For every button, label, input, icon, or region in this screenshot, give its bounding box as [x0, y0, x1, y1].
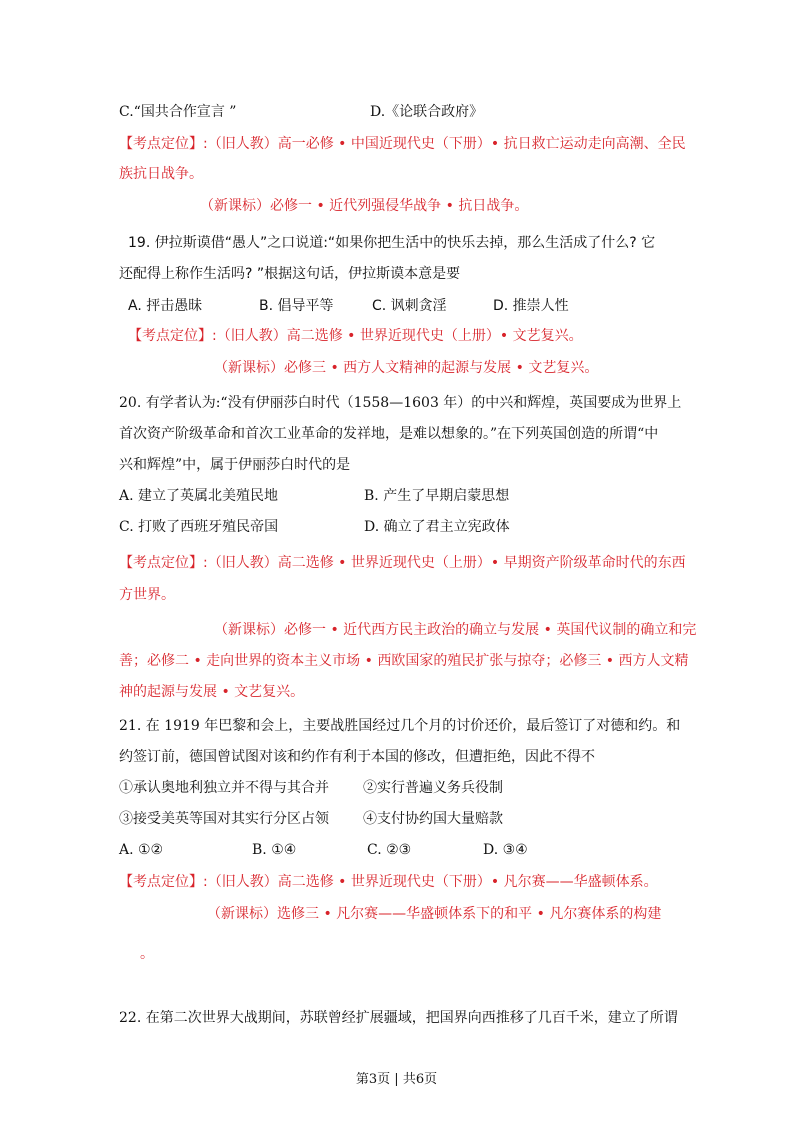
- q22-stem-line1: 22. 在第二次世界大战期间，苏联曾经扩展疆域，把国界向西推移了几百千米，建立了所谓: [119, 1010, 678, 1026]
- q19-note-old: 【考点定位】:（旧人教）高二选修 • 世界近现代史（上册）• 文艺复兴。: [128, 328, 583, 344]
- q21-stem-line2: 约签订前，德国曾试图对该和约作有利于本国的修改，但遭拒绝，因此不得不: [119, 749, 595, 765]
- q18-note-new: （新课标）必修一 • 近代列强侵华战争 • 抗日战争。: [200, 198, 529, 214]
- q19-option-c: C. 讽刺贪淫: [372, 298, 447, 314]
- q21-option-d: D. ③④: [483, 842, 528, 858]
- q21-stem-line1: 21. 在 1919 年巴黎和会上，主要战胜国经过几个月的讨价还价，最后签订了对德和约。和: [119, 718, 681, 734]
- q19-note-new: （新课标）必修三 • 西方人文精神的起源与发展 • 文艺复兴。: [214, 360, 599, 376]
- q20-note-new-line3: 神的起源与发展 • 文艺复兴。: [119, 684, 305, 700]
- q20-note-old-line1: 【考点定位】:（旧人教）高二选修 • 世界近现代史（上册）• 早期资产阶级革命时代的东西: [119, 555, 686, 571]
- q21-item-1: ①承认奥地利独立并不得与其合并: [119, 780, 329, 796]
- q20-stem-line3: 兴和辉煌”中，属于伊丽莎白时代的是: [119, 457, 351, 473]
- q21-option-a: A. ①②: [119, 842, 164, 858]
- page-footer: 第3页 | 共6页: [355, 1072, 438, 1087]
- q18-option-c: C.“国共合作宣言 ”: [119, 104, 237, 120]
- q20-option-a: A. 建立了英属北美殖民地: [119, 488, 279, 504]
- q21-option-c: C. ②③: [367, 842, 412, 858]
- q20-note-old-line2: 方世界。: [119, 587, 175, 603]
- q18-note-old-line2: 族抗日战争。: [119, 166, 203, 182]
- q19-option-b: B. 倡导平等: [259, 298, 334, 314]
- q19-option-a: A. 抨击愚昧: [128, 298, 203, 314]
- q21-note-new-line1: （新课标）选修三 • 凡尔赛——华盛顿体系下的和平 • 凡尔赛体系的构建: [207, 906, 662, 922]
- q21-note-new-line2: 。: [140, 946, 154, 962]
- q20-option-d: D. 确立了君主立宪政体: [364, 519, 510, 535]
- q20-stem-line2: 首次资产阶级革命和首次工业革命的发祥地，是难以想象的。”在下列英国创造的所谓“中: [119, 426, 659, 442]
- q20-option-b: B. 产生了早期启蒙思想: [364, 488, 510, 504]
- q19-stem-line1: 19. 伊拉斯谟借“愚人”之口说道:“如果你把生活中的快乐去掉，那么生活成了什么? 它: [128, 235, 656, 251]
- q19-stem-line2: 还配得上称作生活吗? ”根据这句话，伊拉斯谟本意是要: [119, 266, 461, 282]
- q21-note-old: 【考点定位】:（旧人教）高二选修 • 世界近现代史（下册）• 凡尔赛——华盛顿体系。: [119, 874, 658, 890]
- q18-option-d: D.《论联合政府》: [370, 104, 484, 120]
- q19-option-d: D. 推崇人性: [493, 298, 569, 314]
- q21-item-3: ③接受美英等国对其实行分区占领: [119, 811, 329, 827]
- q18-note-old-line1: 【考点定位】:（旧人教）高一必修 • 中国近现代史（下册）• 抗日救亡运动走向高潮、全民: [119, 136, 686, 152]
- q21-option-b: B. ①④: [252, 842, 297, 858]
- q21-item-4: ④支付协约国大量赔款: [363, 811, 503, 827]
- q21-item-2: ②实行普遍义务兵役制: [363, 780, 503, 796]
- q20-note-new-line2: 善；必修二 • 走向世界的资本主义市场 • 西欧国家的殖民扩张与掠夺；必修三 • 西方人文精: [119, 653, 689, 669]
- q20-stem-line1: 20. 有学者认为:“没有伊丽莎白时代（1558—1603 年）的中兴和辉煌，英国要成为世界上: [119, 395, 682, 411]
- q20-option-c: C. 打败了西班牙殖民帝国: [119, 519, 279, 535]
- q20-note-new-line1: （新课标）必修一 • 近代西方民主政治的确立与发展 • 英国代议制的确立和完: [214, 622, 697, 638]
